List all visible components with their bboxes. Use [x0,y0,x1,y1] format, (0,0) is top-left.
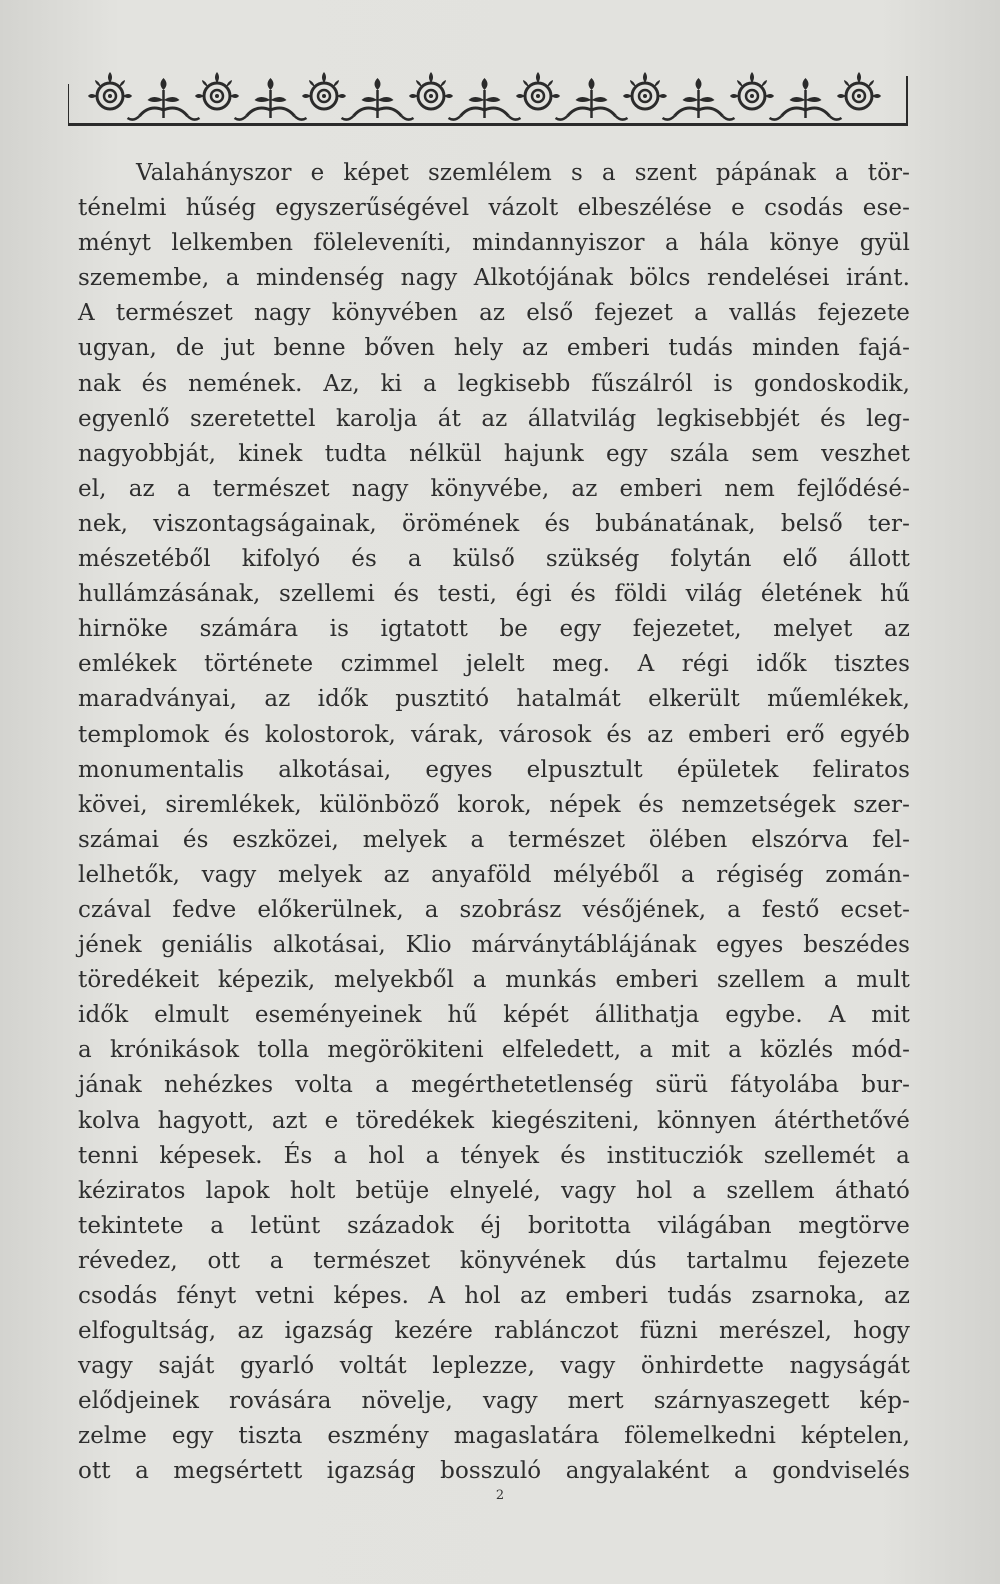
flower-icon [623,72,667,109]
text-line: ményt lelkemben föleleveníti, mindannyiszor a hála könye gyül [78,230,910,257]
text-line: A természet nagy könyvében az első fejezet a vallás fejezete [78,300,910,327]
text-line: nagyobbját, kinek tudta nélkül hajunk egy szála sem veszhet [78,440,910,467]
text-line: töredékeit képezik, melyekből a munkás emberi szellem a mult [78,967,910,994]
text-line: emlékek története czimmel jelelt meg. A régi idők tisztes [78,651,910,678]
text-line: a krónikások tolla megörökiteni elfeledett, a mit a közlés mód- [78,1037,910,1064]
text-line: mészetéből kifolyó és a külső szükség folytán elő állott [78,546,910,573]
flower-icon [302,72,346,109]
flower-icon [409,72,453,109]
text-line: monumentalis alkotásai, egyes elpusztult épületek feliratos [78,756,910,783]
text-line: vagy saját gyarló voltát leplezze, vagy önhirdette nagyságát [78,1353,910,1380]
page-number: 2 [495,1488,505,1503]
text-line: Valahányszor e képet szemlélem s a szent pápának a tör- [136,160,910,186]
flower-icon [195,72,239,109]
text-line: nek, viszontagságainak, örömének és bubánatának, belső ter- [78,510,910,537]
text-line: révedez, ott a természet könyvének dús tartalmu fejezete [78,1247,910,1274]
flower-icon [516,72,560,109]
text-line: kéziratos lapok holt betüje elnyelé, vagy hol a szellem átható [78,1177,910,1204]
text-line: egyenlő szeretettel karolja át az állatvilág legkisebbjét és leg- [78,405,910,432]
text-line: nak és nemének. Az, ki a legkisebb fűszálról is gondoskodik, [78,370,910,397]
flower-icon [88,72,132,109]
text-line: elfogultság, az igazság kezére rablánczot füzni merészel, hogy [78,1318,910,1345]
text-line: hullámzásának, szellemi és testi, égi és földi világ életének hű [78,581,910,608]
flower-icon [837,72,881,109]
sprig-icon [663,78,735,120]
text-line: idők elmult eseményeinek hű képét állithatja egybe. A mit [78,1002,910,1029]
flower-icon [730,72,774,109]
text-line: zelme egy tiszta eszmény magaslatára fölemelkedni képtelen, [78,1423,910,1450]
text-line: templomok és kolostorok, várak, városok és az emberi erő egyéb [78,721,910,748]
text-line: czával fedve előkerülnek, a szobrász vésőjének, a festő ecset- [78,896,910,923]
body-text [78,156,910,1490]
text-line: ott a megsértett igazság bosszuló angyalaként a gondviselés [78,1458,910,1485]
text-line: maradványai, az idők pusztitó hatalmát elkerült műemlékek, [78,686,910,713]
text-line: ténelmi hűség egyszerűségével vázolt elbeszélése e csodás ese- [78,195,910,222]
floral-border-icon [68,66,908,130]
text-line: csodás fényt vetni képes. A hol az emberi tudás zsarnoka, az [78,1283,910,1309]
text-line: kolva hagyott, azt e töredékek kiegésziteni, könnyen átérthetővé [78,1107,910,1134]
text-line: tenni képesek. És a hol a tények és institucziók szellemét a [78,1142,910,1169]
text-line: szemembe, a mindenség nagy Alkotójának bölcs rendelései iránt. [78,265,910,292]
sprig-icon [235,78,307,120]
sprig-icon [128,78,200,120]
text-line: jának nehézkes volta a megérthetetlenség sürü fátyolába bur- [78,1072,910,1099]
text-line: jének geniális alkotásai, Klio márványtáblájának egyes beszédes [78,932,910,959]
sprig-icon [770,78,842,120]
sprig-icon [342,78,414,120]
text-line: hirnöke számára is igtatott be egy fejezetet, melyet az [78,616,910,643]
text-line: lelhetők, vagy melyek az anyaföld mélyéből a régiség zomán- [78,861,910,888]
sprig-icon [556,78,628,120]
text-line: kövei, siremlékek, különböző korok, népek és nemzetségek szer- [78,791,910,818]
text-line: számai és eszközei, melyek a természet ölében elszórva fel- [78,826,910,853]
text-line: ugyan, de jut benne bőven hely az emberi tudás minden fajá- [78,335,910,362]
sprig-icon [449,78,521,120]
text-line: tekintete a letünt századok éj boritotta világában megtörve [78,1212,910,1239]
text-line: elődjeinek rovására növelje, vagy mert szárnyaszegett kép- [78,1388,910,1415]
text-line: el, az a természet nagy könyvébe, az emberi nem fejlődésé- [78,475,910,502]
